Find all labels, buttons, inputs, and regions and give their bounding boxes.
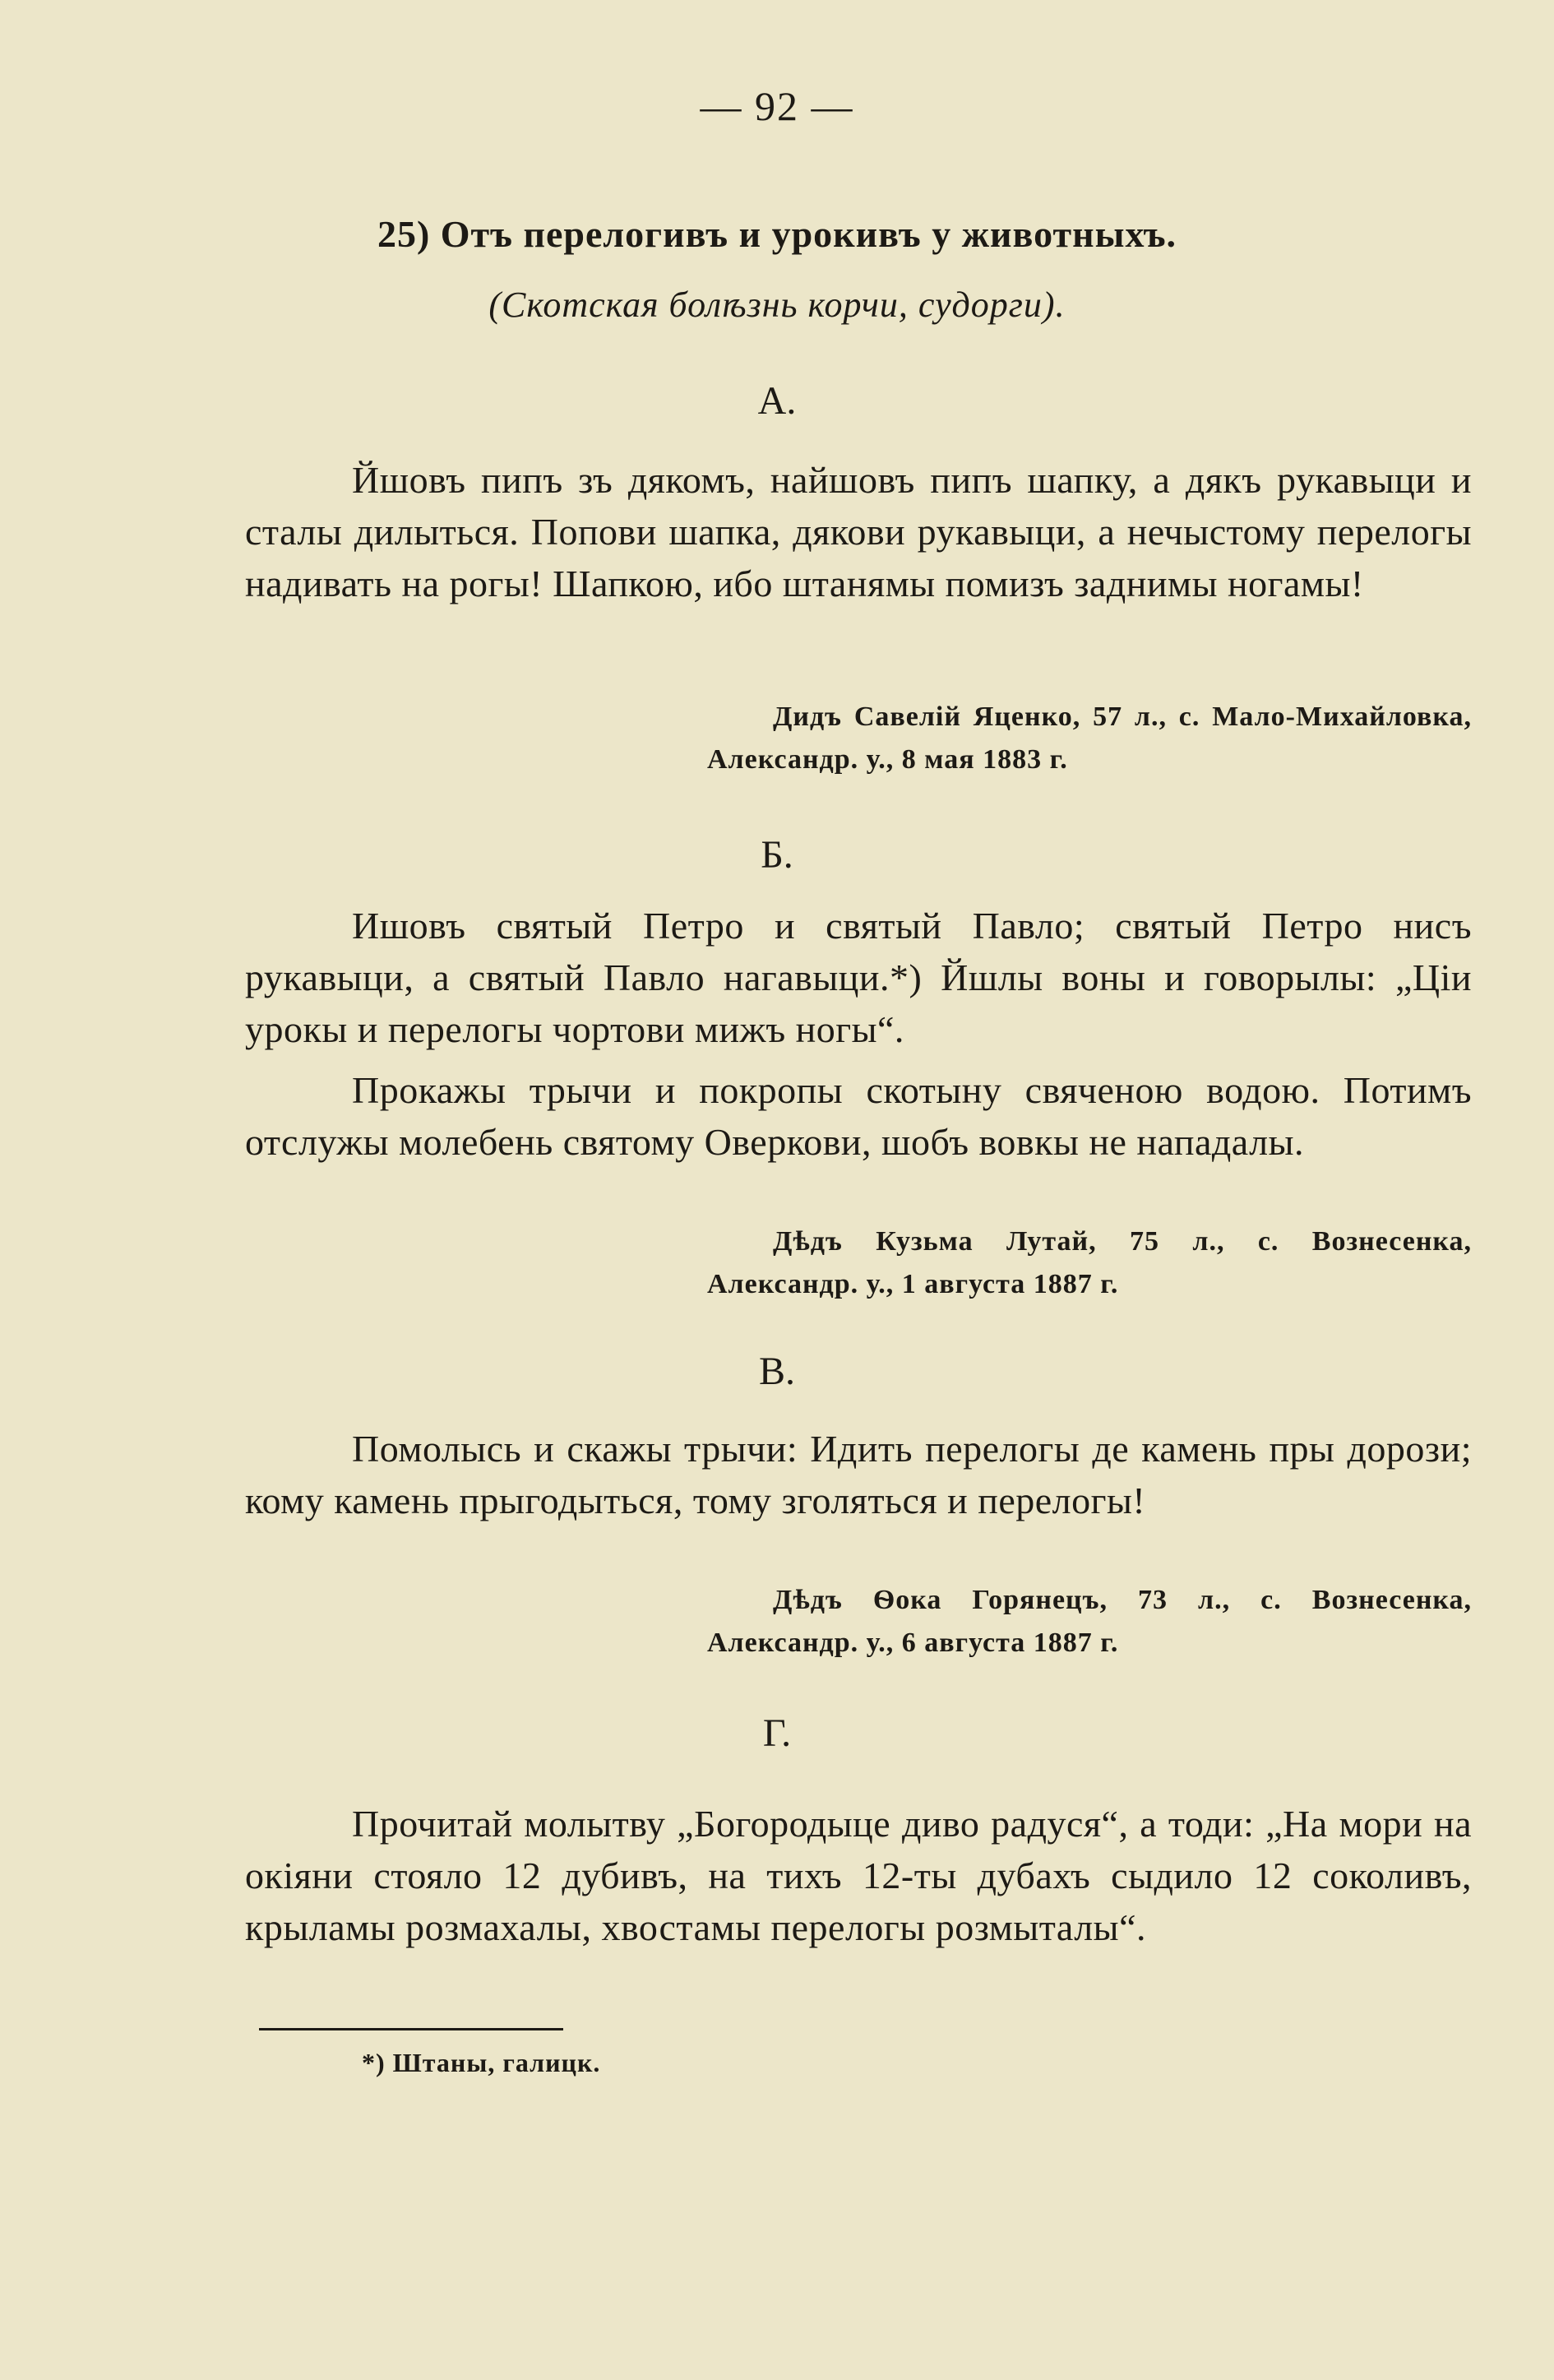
section-subheading: (Скотская болѣзнь корчи, судорги). (488, 285, 1066, 325)
footnote: *) Штаны, галицк. (362, 2048, 601, 2077)
section-letter-v: В. (758, 1350, 795, 1393)
section-heading: 25) Отъ перелогивъ и урокивъ у животныхъ. (377, 213, 1177, 255)
paragraph-b-2: Прокажы трычи и покропы скотыну свяченою водою. Потимъ отслужы молебень святому Оверкови, шобъ вовкы не нападалы. (245, 1069, 1472, 1163)
paragraph-a-1: Йшовъ пипъ зъ дякомъ, найшовъ пипъ шапку, а дякъ рукавыци и сталы дилыться. Попови шапка, дякови рукавыци, а нечыстому перелогы надивать на рогы! Шапкою, ибо штанямы помизъ заднимы ногамы! (245, 459, 1472, 604)
section-letter-g: Г. (762, 1711, 792, 1755)
attribution-v: Дѣдъ Ѳока Горянецъ, 73 л., с. Вознесенка, Александр. у., 6 августа 1887 г. (707, 1585, 1472, 1658)
footnote-rule (259, 2028, 563, 2030)
page-number: — 92 — (700, 83, 854, 129)
paragraph-g-1: Прочитай молытву „Богородыце диво радуся“, а тоди: „На мори на окіяни стояло 12 дубивъ, на тихъ 12-ты дубахъ сыдило 12 соколивъ, крыламы розмахалы, хвостамы перелогы розмыталы“. (245, 1803, 1472, 1948)
paragraph-v-1: Помолысь и скажы трычи: Идить перелогы де камень пры дорози; кому камень прыгодыться, тому зголяться и перелогы! (245, 1428, 1472, 1521)
section-letter-b: Б. (761, 833, 793, 877)
paragraph-b-1: Ишовъ святый Петро и святый Павло; святый Петро нисъ рукавыци, а святый Павло нагавыци.*) Йшлы воны и говорылы: „Ціи урокы и перелогы чортови мижъ ногы“. (245, 905, 1472, 1050)
attribution-b: Дѣдъ Кузьма Лутай, 75 л., с. Вознесенка, Александр. у., 1 августа 1887 г. (707, 1226, 1472, 1299)
section-letter-a: А. (757, 379, 797, 423)
attribution-a: Дидъ Савелій Яценко, 57 л., с. Мало-Михайловка, Александр. у., 8 мая 1883 г. (707, 701, 1472, 775)
